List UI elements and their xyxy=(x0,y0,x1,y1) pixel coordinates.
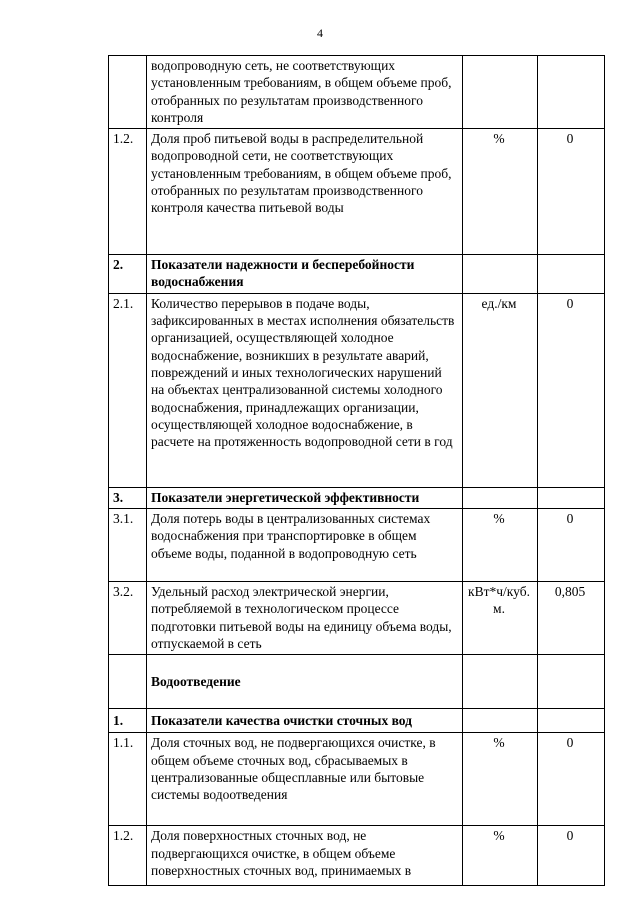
unit-cell: % xyxy=(463,733,538,826)
indicator-text: Доля проб питьевой воды в распределительной водопроводной сети, не соответствующих установленным требованиям, в общем объеме проб, отобранных по результатам производственного контроля качества питьевой воды xyxy=(147,129,463,255)
row-number: 1.1. xyxy=(109,733,147,826)
unit-cell xyxy=(463,655,538,709)
value-cell: 0 xyxy=(538,509,605,582)
unit-cell: % xyxy=(463,826,538,886)
indicator-text: водопроводную сеть, не соответствующих установленным требованиям, в общем объеме проб, отобранных по результатам производственного контроля xyxy=(147,56,463,129)
value-cell xyxy=(538,655,605,709)
page-number: 4 xyxy=(317,26,323,40)
row-number: 1.2. xyxy=(109,129,147,255)
section-row xyxy=(109,709,605,733)
table-row xyxy=(109,293,605,487)
unit-cell xyxy=(463,709,538,733)
value-cell xyxy=(538,255,605,294)
unit-cell xyxy=(463,487,538,508)
row-number xyxy=(109,56,147,129)
value-cell: 0 xyxy=(538,129,605,255)
section-number: 1. xyxy=(109,709,147,733)
value-cell xyxy=(538,56,605,129)
section-title: Водоотведение xyxy=(147,655,463,709)
indicator-text: Доля потерь воды в централизованных системах водоснабжения при транспортировке в общем объеме воды, поданной в водопроводную сеть xyxy=(147,509,463,582)
table-row xyxy=(109,56,605,129)
section-number: 2. xyxy=(109,255,147,294)
row-number: 3.1. xyxy=(109,509,147,582)
indicator-text: Доля сточных вод, не подвергающихся очистке, в общем объеме сточных вод, сбрасываемых в централизованные общесплавные или бытовые системы водоотведения xyxy=(147,733,463,826)
table-row xyxy=(109,509,605,582)
unit-cell: кВт*ч/куб. м. xyxy=(463,582,538,655)
section-title: Показатели надежности и бесперебойности водоснабжения xyxy=(147,255,463,294)
row-number: 2.1. xyxy=(109,293,147,487)
section-title: Показатели качества очистки сточных вод xyxy=(147,709,463,733)
indicator-text: Доля поверхностных сточных вод, не подвергающихся очистке, в общем объеме поверхностных сточных вод, принимаемых в xyxy=(147,826,463,886)
value-cell xyxy=(538,487,605,508)
section-number xyxy=(109,655,147,709)
section-title: Показатели энергетической эффективности xyxy=(147,487,463,508)
value-cell xyxy=(538,709,605,733)
unit-cell xyxy=(463,56,538,129)
section-number: 3. xyxy=(109,487,147,508)
section-row xyxy=(109,255,605,294)
unit-cell: ед./км xyxy=(463,293,538,487)
indicator-text: Количество перерывов в подаче воды, зафиксированных в местах исполнения обязательств организацией, осуществляющей холодное водоснабжение, возникших в результате аварий, повреждений и иных технологических нарушений на объектах централизованной системы холодного водоснабжения, принадлежащих организации, осуществляющей холодное водоснабжение, в расчете на протяженность водопроводной сети в год xyxy=(147,293,463,487)
row-number: 3.2. xyxy=(109,582,147,655)
table-row xyxy=(109,826,605,886)
table-row xyxy=(109,129,605,255)
table-row xyxy=(109,582,605,655)
value-cell: 0 xyxy=(538,293,605,487)
section-row xyxy=(109,655,605,709)
section-row xyxy=(109,487,605,508)
unit-cell xyxy=(463,255,538,294)
unit-cell: % xyxy=(463,129,538,255)
value-cell: 0 xyxy=(538,733,605,826)
row-number: 1.2. xyxy=(109,826,147,886)
indicators-table xyxy=(108,55,605,886)
value-cell: 0,805 xyxy=(538,582,605,655)
indicator-text: Удельный расход электрической энергии, потребляемой в технологическом процессе подготовки питьевой воды на единицу объема воды, отпускаемой в сеть xyxy=(147,582,463,655)
table-row xyxy=(109,733,605,826)
unit-cell: % xyxy=(463,509,538,582)
value-cell: 0 xyxy=(538,826,605,886)
